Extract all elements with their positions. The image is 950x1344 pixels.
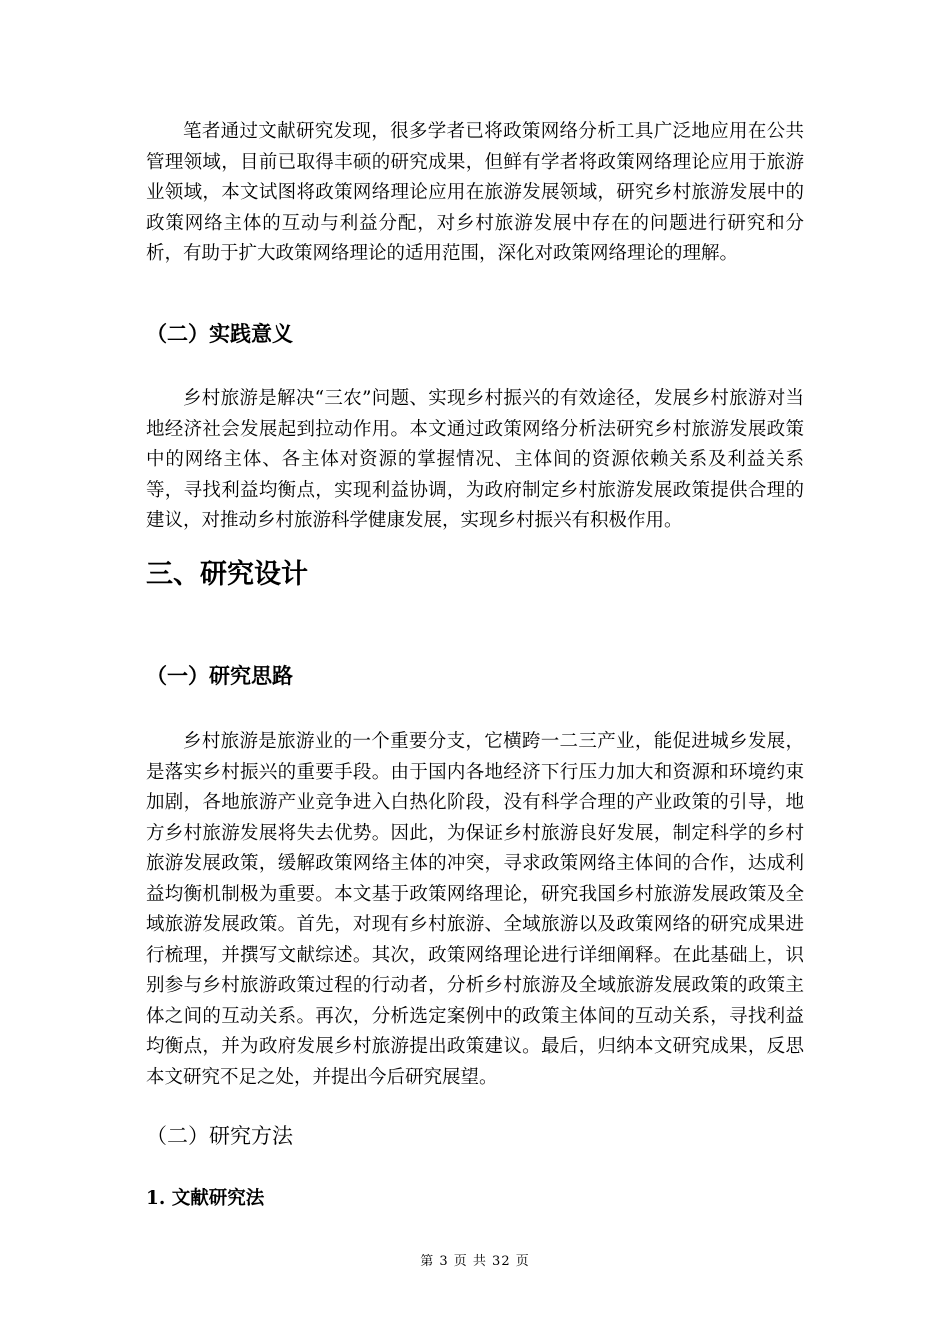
heading-research-approach: （一）研究思路 <box>146 664 293 688</box>
paragraph-theoretical-significance: 笔者通过文献研究发现，很多学者已将政策网络分析工具广泛地应用在公共管理领域，目前已取得丰硕的研究成果，但鲜有学者将政策网络理论应用于旅游业领域，本文试图将政策网络理论应用在旅游发展领域，研究乡村旅游发展中的政策网络主体的互动与利益分配，对乡村旅游发展中存在的问题进行研究和分析，有助于扩大政策网络理论的适用范围，深化对政策网络理论的理解。 <box>146 121 804 264</box>
heading-practical-significance: （二）实践意义 <box>146 322 293 346</box>
paragraph-research-approach: 乡村旅游是旅游业的一个重要分支，它横跨一二三产业，能促进城乡发展，是落实乡村振兴的重要手段。由于国内各地经济下行压力加大和资源和环境约束加剧，各地旅游产业竞争进入白热化阶段，没有科学合理的产业政策的引导，地方乡村旅游发展将失去优势。因此，为保证乡村旅游良好发展，制定科学的乡村旅游发展政策，缓解政策网络主体的冲突，寻求政策网络主体间的合作，达成利益均衡机制极为重要。本文基于政策网络理论，研究我国乡村旅游发展政策及全域旅游发展政策。首先，对现有乡村旅游、全域旅游以及政策网络的研究成果进行梳理，并撰写文献综述。其次，政策网络理论进行详细阐释。在此基础上，识别参与乡村旅游政策过程的行动者，分析乡村旅游及全域旅游发展政策的政策主体之间的互动关系。再次，分析选定案例中的政策主体间的互动关系，寻找利益均衡点，并为政府发展乡村旅游提出政策建议。最后，归纳本文研究成果，反思本文研究不足之处，并提出今后研究展望。 <box>146 731 804 1088</box>
paragraph-practical-significance: 乡村旅游是解决“三农”问题、实现乡村振兴的有效途径，发展乡村旅游对当地经济社会发展起到拉动作用。本文通过政策网络分析法研究乡村旅游发展政策中的网络主体、各主体对资源的掌握情况、主体间的资源依赖关系及利益关系等，寻找利益均衡点，实现利益协调，为政府制定乡村旅游发展政策提供合理的建议，对推动乡村旅游科学健康发展，实现乡村振兴有积极作用。 <box>146 388 804 531</box>
page-number-footer: 第 3 页 共 32 页 <box>420 1254 530 1269</box>
heading-literature-method: 1. 文献研究法 <box>146 1188 265 1209</box>
heading-research-methods: （二）研究方法 <box>146 1124 293 1148</box>
heading-research-design: 三、研究设计 <box>146 559 308 590</box>
